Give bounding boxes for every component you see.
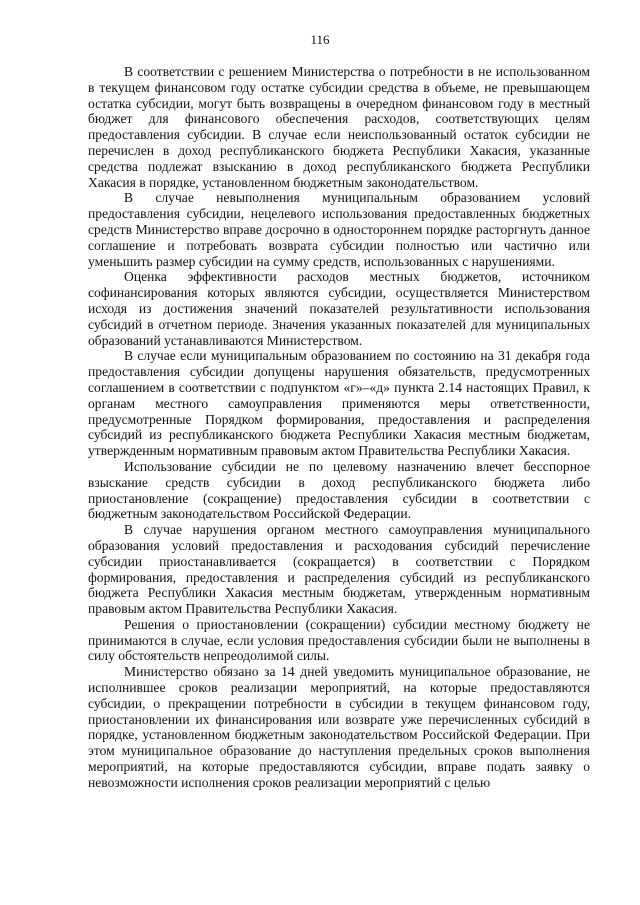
paragraph: В случае нарушения органом местного самоуправления муниципального образования условий предоставления и расходования субсидий перечисление субсидии приостанавливается (сокращается) в соответствии с Порядком формирования, предоставления и распределения субсидий из республиканского бюджета Республики Хакасия местным бюджетам, утвержденным нормативным правовым актом Правительства Республики Хакасия. — [88, 522, 590, 617]
paragraph: В случае невыполнения муниципальным образованием условий предоставления субсидии, нецелевого использования предоставленных бюджетных средств Министерство вправе досрочно в одностороннем порядке расторгнуть данное соглашение и потребовать возврата субсидии полностью или частично или уменьшить размер субсидии на сумму средств, использованных с нарушениями. — [88, 190, 590, 269]
paragraph: Министерство обязано за 14 дней уведомить муниципальное образование, не исполнившее сроков реализации мероприятий, на которые предоставляются субсидии, о прекращении потребности в субсидии в текущем финансовом году, приостановлении их финансирования или возврате уже перечисленных субсидий в порядке, установленном бюджетным законодательством Российской Федерации. При этом муниципальное образование до наступления предельных сроков выполнения мероприятий, на которые предоставляются субсидии, вправе подать заявку о невозможности исполнения сроков реализации мероприятий с целью — [88, 664, 590, 790]
paragraph: Оценка эффективности расходов местных бюджетов, источником софинансирования которых являются субсидии, осуществляется Министерством исходя из достижения значений показателей результативности использования субсидий в отчетном периоде. Значения указанных показателей для муниципальных образований устанавливаются Министерством. — [88, 269, 590, 348]
paragraph: Использование субсидии не по целевому назначению влечет бесспорное взыскание средств субсидии в доход республиканского бюджета либо приостановление (сокращение) предоставления субсидии в соответствии с бюджетным законодательством Российской Федерации. — [88, 458, 590, 522]
paragraph: Решения о приостановлении (сокращении) субсидии местному бюджету не принимаются в случае, если условия предоставления субсидии были не выполнены в силу обстоятельств непреодолимой силы. — [88, 616, 590, 664]
document-body — [88, 64, 590, 791]
paragraph: В случае если муниципальным образованием по состоянию на 31 декабря года предоставления субсидии допущены нарушения обязательств, предусмотренных соглашением в соответствии с подпунктом «г»–«д» пункта 2.14 настоящих Правил, к органам местного самоуправления применяются меры ответственности, предусмотренные Порядком формирования, предоставления и распределения субсидий из республиканского бюджета Республики Хакасия местным бюджетам, утвержденным нормативным правовым актом Правительства Республики Хакасия. — [88, 348, 590, 459]
page-number: 116 — [310, 32, 330, 47]
paragraph: В соответствии с решением Министерства о потребности в не использованном в текущем финансовом году остатке субсидии средства в объеме, не превышающем остатка субсидии, могут быть возвращены в очередном финансовом году в местный бюджет для финансового обеспечения расходов, соответствующих целям предоставления субсидии. В случае если неиспользованный остаток субсидии не перечислен в доход республиканского бюджета Республики Хакасия, указанные средства подлежат взысканию в доход республиканского бюджета Республики Хакасия в порядке, установленном бюджетным законодательством. — [88, 64, 590, 190]
